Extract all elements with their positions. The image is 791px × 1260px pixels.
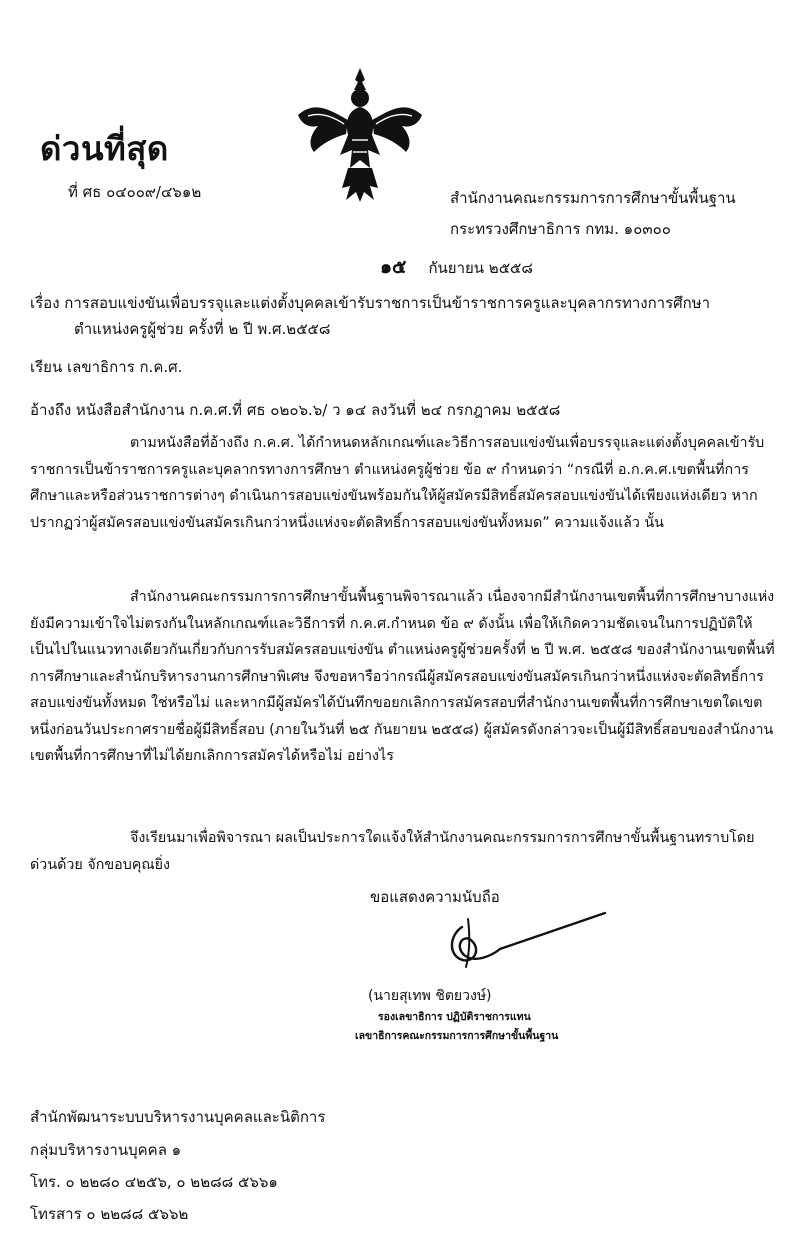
reference-line: อ้างถึง หนังสือสำนักงาน ก.ค.ศ.ที่ ศธ ๐๒๐๖.๖/ ว ๑๔ ลงวันที่ ๒๔ กรกฎาคม ๒๕๕๘ bbox=[30, 401, 561, 419]
date-month-year: กันยายน ๒๕๕๘ bbox=[428, 259, 533, 277]
footer-department: สำนักพัฒนาระบบบริหารงานบุคคลและนิติการ bbox=[30, 1108, 326, 1126]
document-number: ที่ ศธ ๐๔๐๐๙/๔๖๑๒ bbox=[68, 183, 202, 201]
closing-regards: ขอแสดงความนับถือ bbox=[370, 888, 500, 906]
paragraph-text: จึงเรียนมาเพื่อพิจารณา ผลเป็นประการใดแจ้งให้สำนักงานคณะกรรมการการศึกษาขั้นพื้นฐานทราบโดยด่วนด้วย จักขอบคุณยิ่ง bbox=[30, 830, 755, 873]
office-name: สำนักงานคณะกรรมการการศึกษาขั้นพื้นฐาน bbox=[450, 189, 736, 207]
paragraph-text: ตามหนังสือที่อ้างถึง ก.ค.ศ. ได้กำหนดหลักเกณฑ์และวิธีการสอบแข่งขันเพื่อบรรจุและแต่งตั้งบุคคลเข้ารับราชการเป็นข้าราชการครูและบุคลากรทางการศึกษา ตำแหน่งครูผู้ช่วย ข้อ ๙ กำหนดว่า “กรณีที่ อ.ก.ค.ศ.เขตพื้นที่การศึกษาและหรือส่วนราชการต่างๆ ดำเนินการสอบแข่งขันพร้อมกันให้ผู้สมัครมีสิทธิ์สมัครสอบแข่งขันได้เพียงแห่งเดียว หากปรากฏว่าผู้สมัครสอบแข่งขันสมัครเกินกว่าหนึ่งแห่งจะตัดสิทธิ์การสอบแข่งขันทั้งหมด” ความแจ้งแล้ว นั้น bbox=[30, 435, 765, 531]
body-paragraph-1 bbox=[30, 430, 775, 536]
paragraph-text: สำนักงานคณะกรรมการการศึกษาขั้นพื้นฐานพิจารณาแล้ว เนื่องจากมีสำนักงานเขตพื้นที่การศึกษาบางแห่งยังมีความเข้าใจไม่ตรงกันในหลักเกณฑ์และวิธีการที่ ก.ค.ศ.กำหนด ข้อ ๙ ดังนั้น เพื่อให้เกิดความชัดเจนในการปฏิบัติให้เป็นไปในแนวทางเดียวกันเกี่ยวกับการรับสมัครสอบแข่งขัน ตำแหน่งครูผู้ช่วยครั้งที่ ๒ ปี พ.ศ. ๒๕๕๘ ของสำนักงานเขตพื้นที่การศึกษาและสำนักบริหารงานการศึกษาพิเศษ จึงขอหารือว่ากรณีผู้สมัครสอบแข่งขันสมัครเกินกว่าหนึ่งแห่งจะตัดสิทธิ์การสอบแข่งขันทั้งหมด ใช่หรือไม่ และหากมีผู้สมัครได้บันทึกขอยกเลิกการสมัครสอบที่สำนักงานเขตพื้นที่การศึกษาเขตใดเขตหนึ่งก่อนวันประกาศรายชื่อผู้มีสิทธิ์สอบ (ภายในวันที่ ๒๕ กันยายน ๒๕๕๘) ผู้สมัครดังกล่าวจะเป็นผู้มีสิทธิ์สอบของสำนักงานเขตพื้นที่การศึกษาที่ไม่ได้ยกเลิกการสมัครได้หรือไม่ อย่างไร bbox=[30, 589, 775, 764]
footer-fax: โทรสาร ๐ ๒๒๘๘ ๕๖๖๒ bbox=[30, 1205, 189, 1223]
garuda-emblem-icon bbox=[290, 60, 430, 210]
attention-line: เรียน เลขาธิการ ก.ค.ศ. bbox=[30, 358, 183, 376]
footer-group: กลุ่มบริหารงานบุคคล ๑ bbox=[30, 1141, 182, 1159]
body-paragraph-3 bbox=[30, 825, 775, 878]
body-paragraph-2 bbox=[30, 584, 775, 770]
signature-icon bbox=[420, 905, 610, 975]
subject bbox=[30, 290, 770, 342]
subject-line2: ตำแหน่งครูผู้ช่วย ครั้งที่ ๒ ปี พ.ศ.๒๕๕๘ bbox=[74, 320, 331, 338]
signatory-position: รองเลขาธิการ ปฏิบัติราชการแทน bbox=[378, 1011, 531, 1023]
office-address: กระทรวงศึกษาธิการ กทม. ๑๐๓๐๐ bbox=[450, 220, 671, 238]
subject-line1: เรื่อง การสอบแข่งขันเพื่อบรรจุและแต่งตั้งบุคคลเข้ารับราชการเป็นข้าราชการครูและบุคลากรทางการศึกษา bbox=[30, 294, 711, 312]
date-day: ๑๕ bbox=[380, 256, 407, 278]
signatory-name: (นายสุเทพ ชิตยวงษ์) bbox=[368, 988, 492, 1004]
footer-telephone: โทร. ๐ ๒๒๘๐ ๔๒๕๖, ๐ ๒๒๘๘ ๕๖๖๑ bbox=[30, 1173, 278, 1191]
document-date bbox=[380, 252, 533, 282]
urgency-label: ด่วนที่สุด bbox=[40, 129, 169, 168]
signatory-position-2: เลขาธิการคณะกรรมการการศึกษาขั้นพื้นฐาน bbox=[355, 1030, 559, 1042]
